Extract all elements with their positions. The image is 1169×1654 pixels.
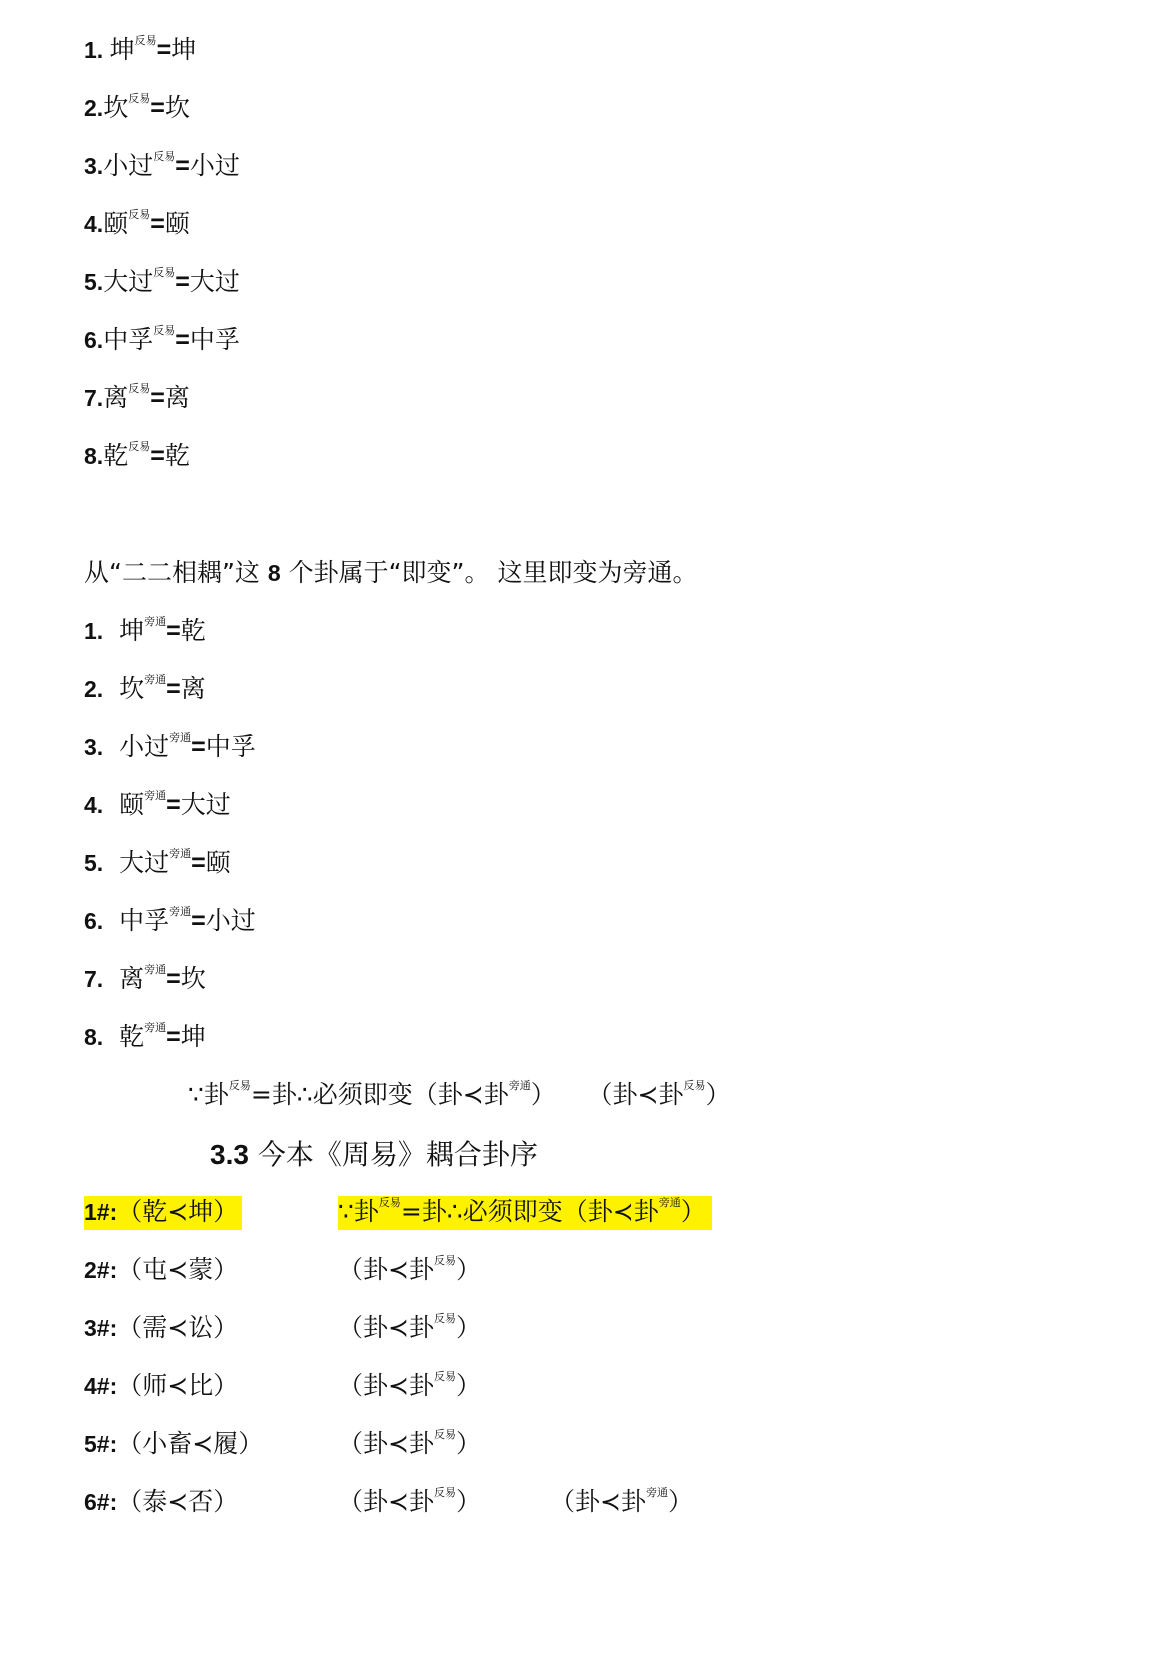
- pair-5-note: （卦≺卦$^{反易}$）: [338, 1428, 481, 1458]
- fanyi-item-5: 5.大过$^{反易}$=大过: [84, 266, 240, 296]
- pair-2-note: （卦≺卦$^{反易}$）: [338, 1254, 481, 1284]
- pangtong-item-3: 3. 小过$^{旁通}$=中孚: [84, 731, 256, 761]
- pair-1-note: ∵卦$^{反易}$=卦∴必须即变（卦≺卦$^{旁通}$）: [338, 1196, 712, 1230]
- fanyi-item-8: 8.乾$^{反易}$=乾: [84, 440, 190, 470]
- fanyi-item-1: 1. 坤$^{反易}$=坤: [84, 34, 197, 64]
- pair-5: 5#:（小畜≺履）: [84, 1429, 264, 1458]
- pangtong-item-5: 5. 大过$^{旁通}$=颐: [84, 847, 231, 877]
- fanyi-item-3: 3.小过$^{反易}$=小过: [84, 150, 240, 180]
- pair-2: 2#:（屯≺蒙）: [84, 1255, 239, 1284]
- pair-6-note: （卦≺卦$^{反易}$）: [338, 1486, 481, 1516]
- fanyi-item-7: 7.离$^{反易}$=离: [84, 382, 190, 412]
- pangtong-item-2: 2. 坎$^{旁通}$=离: [84, 673, 206, 703]
- pair-3: 3#:（需≺讼）: [84, 1313, 239, 1342]
- pair-3-note: （卦≺卦$^{反易}$）: [338, 1312, 481, 1342]
- fanyi-item-6: 6.中孚$^{反易}$=中孚: [84, 324, 240, 354]
- pangtong-item-6: 6. 中孚$^{旁通}$=小过: [84, 905, 256, 935]
- pair-6: 6#:（泰≺否）: [84, 1487, 239, 1516]
- pangtong-item-8: 8. 乾$^{旁通}$=坤: [84, 1021, 206, 1051]
- pangtong-item-4: 4. 颐$^{旁通}$=大过: [84, 789, 231, 819]
- fanyi-item-2: 2.坎$^{反易}$=坎: [84, 92, 190, 122]
- section-heading: 3.3 今本《周易》耦合卦序: [210, 1138, 538, 1171]
- pangtong-item-7: 7. 离$^{旁通}$=坎: [84, 963, 206, 993]
- pair-4-note: （卦≺卦$^{反易}$）: [338, 1370, 481, 1400]
- pair-6-extra-note: （卦≺卦$^{旁通}$）: [550, 1486, 693, 1516]
- fanyi-item-4: 4.颐$^{反易}$=颐: [84, 208, 190, 238]
- intro-paragraph: 从“二二相耦”这 8 个卦属于“即变”。 这里即变为旁通。: [84, 558, 698, 587]
- pangtong-item-1: 1. 坤$^{旁通}$=乾: [84, 615, 206, 645]
- pair-1: 1#:（乾≺坤）: [84, 1196, 242, 1230]
- pair-4: 4#:（师≺比）: [84, 1371, 239, 1400]
- rule-statement: ∵卦$^{反易}$=卦∴必须即变（卦≺卦$^{旁通}$） （卦≺卦$^{反易}$）: [188, 1079, 731, 1109]
